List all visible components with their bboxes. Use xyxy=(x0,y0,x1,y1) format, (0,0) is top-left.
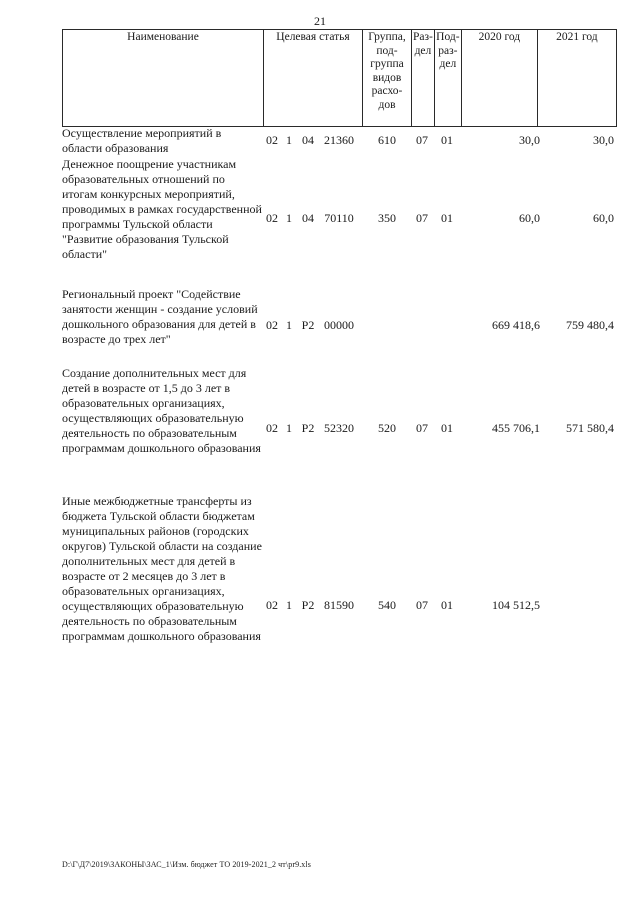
amount-2021: 571 580,4 xyxy=(566,421,614,435)
file-path-footer: D:\Г\Д7\2019\ЗАКОНЫ\ЗАС_1\Изм. бюджет ТО 2019-2021_2 чт\pr9.xls xyxy=(62,860,311,869)
code-subprogram: 1 xyxy=(286,421,292,435)
code-program: 02 xyxy=(266,421,278,435)
table-row xyxy=(62,126,615,156)
section-code: 07 xyxy=(416,211,428,225)
code-main-activity: P2 xyxy=(301,598,315,612)
code-subprogram: 1 xyxy=(286,211,292,225)
code-direction: 00000 xyxy=(324,318,354,332)
code-program: 02 xyxy=(266,598,278,612)
table-header xyxy=(62,29,617,127)
subsection-code: 01 xyxy=(441,211,453,225)
code-direction: 70110 xyxy=(324,211,354,225)
code-main-activity: 04 xyxy=(302,211,314,225)
code-main-activity: P2 xyxy=(301,318,315,332)
code-program: 02 xyxy=(266,318,278,332)
section-code: 07 xyxy=(416,133,428,147)
table-row xyxy=(62,287,615,347)
amount-2021: 60,0 xyxy=(593,211,614,225)
row-name: Иные межбюджетные трансферты из бюджета Тульской области бюджетам муниципальных районов (городских округов) Тульской области на создание дополнительных мест для детей в возрасте от 2 месяцев до 3 лет в образовательных организациях, осуществляющих образовательную деятельность по образовательным программам дошкольного образования xyxy=(62,494,262,643)
row-name: Создание дополнительных мест для детей в возрасте от 1,5 до 3 лет в образовательных организациях, осуществляющих образовательную деятельность по образовательным программам дошкольного образования xyxy=(62,366,261,455)
amount-2020: 60,0 xyxy=(519,211,540,225)
code-subprogram: 1 xyxy=(286,133,292,147)
header-name: Наименование xyxy=(63,30,264,127)
amount-2021: 759 480,4 xyxy=(566,318,614,332)
amount-2020: 669 418,6 xyxy=(492,318,540,332)
code-main-activity: 04 xyxy=(302,133,314,147)
row-name: Региональный проект "Содействие занятости женщин - создание условий дошкольного образования для детей в возрасте до трех лет" xyxy=(62,287,258,346)
code-subprogram: 1 xyxy=(286,598,292,612)
code-direction: 81590 xyxy=(324,598,354,612)
header-section: Раз-дел xyxy=(412,30,435,127)
code-direction: 21360 xyxy=(324,133,354,147)
table-row xyxy=(62,157,615,267)
table-row xyxy=(62,494,615,684)
expense-group: 540 xyxy=(378,598,396,612)
code-direction: 52320 xyxy=(324,421,354,435)
code-program: 02 xyxy=(266,211,278,225)
row-name: Осуществление мероприятий в области образования xyxy=(62,126,222,155)
expense-group: 520 xyxy=(378,421,396,435)
header-year-2021: 2021 год xyxy=(537,30,616,127)
code-program: 02 xyxy=(266,133,278,147)
header-target-article: Целевая статья xyxy=(264,30,363,127)
header-year-2020: 2020 год xyxy=(461,30,537,127)
amount-2020: 455 706,1 xyxy=(492,421,540,435)
section-code: 07 xyxy=(416,421,428,435)
subsection-code: 01 xyxy=(441,421,453,435)
header-subsection: Под-раз-дел xyxy=(434,30,461,127)
table-row xyxy=(62,366,615,476)
expense-group: 350 xyxy=(378,211,396,225)
amount-2020: 30,0 xyxy=(519,133,540,147)
section-code: 07 xyxy=(416,598,428,612)
code-main-activity: P2 xyxy=(301,421,315,435)
code-subprogram: 1 xyxy=(286,318,292,332)
subsection-code: 01 xyxy=(441,133,453,147)
page-number: 21 xyxy=(314,14,326,28)
subsection-code: 01 xyxy=(441,598,453,612)
amount-2021: 30,0 xyxy=(593,133,614,147)
amount-2020: 104 512,5 xyxy=(492,598,540,612)
row-name: Денежное поощрение участникам образовательных отношений по итогам конкурсных мероприятий, проводимых в рамках государственной программы Тульской области "Развитие образования Тульской области" xyxy=(62,157,262,261)
expense-group: 610 xyxy=(378,133,396,147)
header-expense-group: Группа, под-группа видов расхо-дов xyxy=(363,30,412,127)
